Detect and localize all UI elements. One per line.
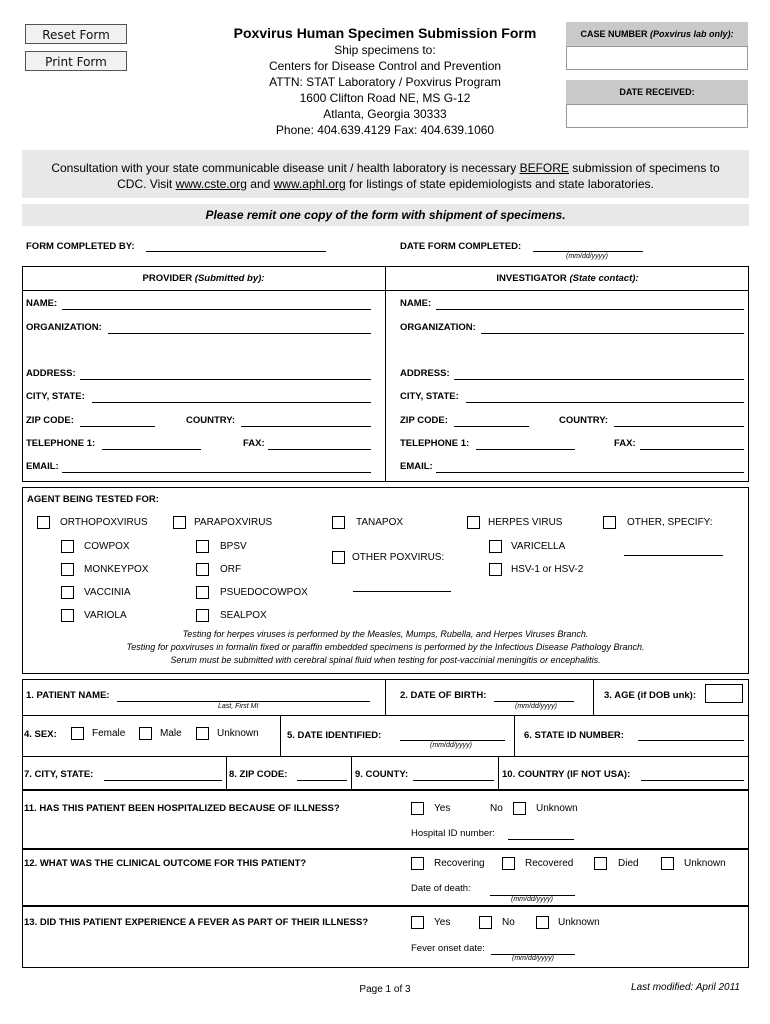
form-title: Poxvirus Human Specimen Submission Form bbox=[233, 25, 537, 41]
age-label: 3. AGE (if DOB unk): bbox=[604, 690, 697, 701]
cell-divider bbox=[280, 715, 281, 756]
address-line: Atlanta, Georgia 30333 bbox=[323, 107, 447, 121]
cste-link[interactable]: www.cste.org bbox=[175, 177, 247, 191]
row-divider bbox=[22, 715, 749, 716]
date-identified-field[interactable] bbox=[400, 728, 505, 741]
investigator-fax-label: FAX: bbox=[614, 438, 636, 449]
other-poxvirus-field[interactable] bbox=[353, 579, 451, 592]
vaccinia-label: VACCINIA bbox=[84, 587, 131, 598]
county-field[interactable] bbox=[413, 768, 494, 781]
page-number: Page 1 of 3 bbox=[359, 984, 411, 995]
hospitalized-question: 11. HAS THIS PATIENT BEEN HOSPITALIZED BECAUSE OF ILLNESS? bbox=[24, 803, 340, 814]
provider-country-field[interactable] bbox=[241, 414, 371, 427]
investigator-city-state-field[interactable] bbox=[466, 390, 744, 403]
city-state-label: 7. CITY, STATE: bbox=[24, 769, 94, 780]
parapoxvirus-checkbox[interactable] bbox=[173, 516, 186, 529]
date-identified-label: 5. DATE IDENTIFIED: bbox=[287, 730, 382, 741]
column-divider bbox=[385, 266, 386, 482]
consult-text: and bbox=[246, 177, 274, 191]
investigator-email-label: EMAIL: bbox=[400, 461, 433, 472]
consult-before: BEFORE bbox=[519, 161, 569, 175]
female-checkbox[interactable] bbox=[71, 727, 84, 740]
case-number-field[interactable] bbox=[566, 46, 748, 70]
county-label: 9. COUNTY: bbox=[355, 769, 409, 780]
age-field[interactable] bbox=[705, 684, 743, 703]
sex-unknown-checkbox[interactable] bbox=[196, 727, 209, 740]
address-line: Centers for Disease Control and Prevention bbox=[268, 59, 502, 73]
provider-zip-label: ZIP CODE: bbox=[26, 415, 74, 426]
form-completed-by-label: FORM COMPLETED BY: bbox=[26, 241, 135, 252]
investigator-name-label: NAME: bbox=[400, 298, 432, 309]
fever-yes-label: Yes bbox=[434, 917, 451, 928]
sex-unknown-label: Unknown bbox=[217, 728, 259, 739]
fever-no-label: No bbox=[502, 917, 515, 928]
cell-divider bbox=[226, 756, 227, 790]
address-line: ATTN: STAT Laboratory / Poxvirus Program bbox=[269, 75, 501, 89]
investigator-zip-label: ZIP CODE: bbox=[400, 415, 448, 426]
outcome-unknown-checkbox[interactable] bbox=[661, 857, 674, 870]
date-of-death-format-hint: (mm/dd/yyyy) bbox=[511, 896, 553, 903]
date-of-death-label: Date of death: bbox=[411, 883, 471, 894]
hospital-id-label: Hospital ID number: bbox=[411, 828, 495, 839]
other-poxvirus-checkbox[interactable] bbox=[332, 551, 345, 564]
agent-note: Serum must be submitted with cerebral spinal fluid when testing for post-vaccinial meningitis or encephalitis. bbox=[170, 655, 601, 665]
form-completed-by-field[interactable] bbox=[146, 239, 326, 252]
provider-header-note: (Submitted by): bbox=[194, 273, 265, 284]
state-id-label: 6. STATE ID NUMBER: bbox=[524, 730, 624, 741]
male-label: Male bbox=[160, 728, 182, 739]
date-form-completed-field[interactable] bbox=[533, 239, 643, 252]
dob-format-hint: (mm/dd/yyyy) bbox=[515, 703, 557, 710]
date-identified-format-hint: (mm/dd/yyyy) bbox=[430, 742, 472, 749]
agent-note: Testing for poxviruses in formalin fixed or paraffin embedded specimens is performed by the Infectious Disease Pathology Branch. bbox=[126, 642, 645, 652]
vaccinia-checkbox[interactable] bbox=[61, 586, 74, 599]
male-checkbox[interactable] bbox=[139, 727, 152, 740]
cell-divider bbox=[514, 715, 515, 756]
cell-divider bbox=[593, 679, 594, 715]
provider-organization-field[interactable] bbox=[108, 321, 371, 334]
provider-country-label: COUNTRY: bbox=[186, 415, 236, 426]
investigator-name-field[interactable] bbox=[436, 297, 744, 310]
variola-checkbox[interactable] bbox=[61, 609, 74, 622]
investigator-header-note: (State contact): bbox=[569, 273, 639, 284]
date-format-hint: (mm/dd/yyyy) bbox=[566, 253, 608, 260]
date-form-completed-label: DATE FORM COMPLETED: bbox=[400, 241, 522, 252]
consultation-banner bbox=[22, 150, 749, 198]
hospital-id-field[interactable] bbox=[508, 827, 574, 840]
address-line: Phone: 404.639.4129 Fax: 404.639.1060 bbox=[275, 123, 495, 137]
provider-city-state-label: CITY, STATE: bbox=[26, 391, 85, 402]
recovered-label: Recovered bbox=[525, 858, 574, 869]
date-received-field[interactable] bbox=[566, 104, 748, 128]
hsv-checkbox[interactable] bbox=[489, 563, 502, 576]
fever-unknown-label: Unknown bbox=[558, 917, 600, 928]
consult-text: for listings of state epidemiologists and state laboratories. bbox=[345, 177, 654, 191]
recovered-checkbox[interactable] bbox=[502, 857, 515, 870]
investigator-fax-field[interactable] bbox=[640, 437, 744, 450]
provider-name-label: NAME: bbox=[26, 298, 58, 309]
sealpox-label: SEALPOX bbox=[220, 610, 267, 621]
zip-field[interactable] bbox=[297, 768, 347, 781]
fever-onset-field[interactable] bbox=[491, 942, 575, 955]
consult-text: submission of specimens to bbox=[568, 161, 720, 175]
provider-organization-label: ORGANIZATION: bbox=[26, 322, 102, 333]
provider-address-label: ADDRESS: bbox=[26, 368, 76, 379]
provider-zip-field[interactable] bbox=[80, 414, 155, 427]
investigator-address-field[interactable] bbox=[454, 367, 744, 380]
hospitalized-section bbox=[22, 790, 749, 849]
cell-divider bbox=[498, 756, 499, 790]
hospitalized-no-checkbox[interactable] bbox=[513, 802, 526, 815]
agent-header: AGENT BEING TESTED FOR: bbox=[27, 494, 159, 505]
investigator-country-field[interactable] bbox=[614, 414, 744, 427]
investigator-address-label: ADDRESS: bbox=[400, 368, 450, 379]
hospitalized-unknown-label: Unknown bbox=[536, 803, 578, 814]
last-modified: Last modified: April 2011 bbox=[631, 982, 740, 993]
provider-header-label: PROVIDER bbox=[142, 273, 193, 284]
variola-label: VARIOLA bbox=[84, 610, 127, 621]
investigator-organization-field[interactable] bbox=[481, 321, 744, 334]
country-field[interactable] bbox=[641, 768, 744, 781]
hospitalized-yes-label: Yes bbox=[434, 803, 451, 814]
psuedocowpox-label: PSUEDOCOWPOX bbox=[220, 587, 308, 598]
investigator-organization-label: ORGANIZATION: bbox=[400, 322, 476, 333]
consult-text: Consultation with your state communicable disease unit / health laboratory is necessary bbox=[51, 161, 520, 175]
provider-address-field[interactable] bbox=[80, 367, 371, 380]
provider-telephone-label: TELEPHONE 1: bbox=[26, 438, 96, 449]
orf-label: ORF bbox=[220, 564, 242, 575]
patient-name-hint: Last, First MI bbox=[218, 703, 259, 710]
monkeypox-checkbox[interactable] bbox=[61, 563, 74, 576]
consult-text: CDC. Visit bbox=[117, 177, 176, 191]
other-specify-checkbox[interactable] bbox=[603, 516, 616, 529]
fever-onset-format-hint: (mm/dd/yyyy) bbox=[512, 955, 554, 962]
investigator-city-state-label: CITY, STATE: bbox=[400, 391, 459, 402]
shipping-address bbox=[220, 42, 550, 138]
outcome-question: 12. WHAT WAS THE CLINICAL OUTCOME FOR THIS PATIENT? bbox=[24, 858, 307, 869]
orthopoxvirus-label: ORTHOPOXVIRUS bbox=[60, 517, 148, 528]
investigator-telephone-label: TELEPHONE 1: bbox=[400, 438, 470, 449]
hospitalized-yes-checkbox[interactable] bbox=[411, 802, 424, 815]
hsv-label: HSV-1 or HSV-2 bbox=[511, 564, 584, 575]
date-of-death-field[interactable] bbox=[490, 883, 575, 896]
varicella-checkbox[interactable] bbox=[489, 540, 502, 553]
herpes-virus-checkbox[interactable] bbox=[467, 516, 480, 529]
hospitalized-no-label: No bbox=[490, 803, 503, 814]
provider-email-label: EMAIL: bbox=[26, 461, 59, 472]
date-received-label: DATE RECEIVED: bbox=[566, 80, 748, 104]
provider-header bbox=[22, 273, 385, 284]
case-number-note: (Poxvirus lab only): bbox=[650, 29, 734, 39]
country-label: 10. COUNTRY (IF NOT USA): bbox=[502, 769, 631, 780]
patient-name-field[interactable] bbox=[117, 689, 370, 702]
cell-divider bbox=[385, 679, 386, 715]
investigator-header bbox=[386, 273, 749, 284]
address-line: Ship specimens to: bbox=[334, 43, 436, 57]
state-id-field[interactable] bbox=[638, 728, 744, 741]
patient-name-label: 1. PATIENT NAME: bbox=[26, 690, 110, 701]
city-state-field[interactable] bbox=[104, 768, 222, 781]
fever-unknown-checkbox[interactable] bbox=[536, 916, 549, 929]
monkeypox-label: MONKEYPOX bbox=[84, 564, 149, 575]
section-divider bbox=[22, 290, 749, 291]
cowpox-label: COWPOX bbox=[84, 541, 130, 552]
cell-divider bbox=[351, 756, 352, 790]
bpsv-checkbox[interactable] bbox=[196, 540, 209, 553]
investigator-zip-field[interactable] bbox=[454, 414, 529, 427]
sex-label: 4. SEX: bbox=[24, 729, 57, 740]
recovering-checkbox[interactable] bbox=[411, 857, 424, 870]
print-form-button[interactable]: Print Form bbox=[25, 51, 127, 71]
aphl-link[interactable]: www.aphl.org bbox=[273, 177, 346, 191]
died-checkbox[interactable] bbox=[594, 857, 607, 870]
investigator-country-label: COUNTRY: bbox=[559, 415, 609, 426]
orf-checkbox[interactable] bbox=[196, 563, 209, 576]
fever-no-checkbox[interactable] bbox=[479, 916, 492, 929]
provider-name-field[interactable] bbox=[62, 297, 371, 310]
address-line: 1600 Clifton Road NE, MS G-12 bbox=[299, 91, 471, 105]
tanapox-label: TANAPOX bbox=[356, 517, 404, 528]
fever-yes-checkbox[interactable] bbox=[411, 916, 424, 929]
provider-fax-field[interactable] bbox=[268, 437, 371, 450]
sealpox-checkbox[interactable] bbox=[196, 609, 209, 622]
provider-fax-label: FAX: bbox=[243, 438, 265, 449]
psuedocowpox-checkbox[interactable] bbox=[196, 586, 209, 599]
remit-notice: Please remit one copy of the form with shipment of specimens. bbox=[22, 204, 749, 226]
case-number-label: CASE NUMBER bbox=[580, 29, 648, 39]
investigator-header-label: INVESTIGATOR bbox=[496, 273, 567, 284]
herpes-virus-label: HERPES VIRUS bbox=[488, 517, 563, 528]
provider-email-field[interactable] bbox=[62, 460, 371, 473]
other-specify-field[interactable] bbox=[624, 543, 723, 556]
dob-field[interactable] bbox=[494, 689, 574, 702]
reset-form-button[interactable]: Reset Form bbox=[25, 24, 127, 44]
agent-note: Testing for herpes viruses is performed by the Measles, Mumps, Rubella, and Herpes Viruses Branch. bbox=[182, 629, 589, 639]
zip-label: 8. ZIP CODE: bbox=[229, 769, 288, 780]
cowpox-checkbox[interactable] bbox=[61, 540, 74, 553]
died-label: Died bbox=[618, 858, 639, 869]
investigator-telephone-field[interactable] bbox=[476, 437, 575, 450]
orthopoxvirus-checkbox[interactable] bbox=[37, 516, 50, 529]
outcome-unknown-label: Unknown bbox=[684, 858, 726, 869]
other-specify-label: OTHER, SPECIFY: bbox=[627, 517, 713, 528]
row-divider bbox=[22, 756, 749, 757]
parapoxvirus-label: PARAPOXVIRUS bbox=[194, 517, 273, 528]
tanapox-checkbox[interactable] bbox=[332, 516, 345, 529]
varicella-label: VARICELLA bbox=[511, 541, 566, 552]
provider-telephone-field[interactable] bbox=[102, 437, 201, 450]
provider-city-state-field[interactable] bbox=[92, 390, 371, 403]
fever-onset-label: Fever onset date: bbox=[411, 943, 485, 954]
dob-label: 2. DATE OF BIRTH: bbox=[400, 690, 487, 701]
recovering-label: Recovering bbox=[434, 858, 485, 869]
agent-notes bbox=[22, 628, 749, 667]
female-label: Female bbox=[92, 728, 126, 739]
other-poxvirus-label: OTHER POXVIRUS: bbox=[352, 552, 445, 563]
fever-section bbox=[22, 906, 749, 968]
investigator-email-field[interactable] bbox=[436, 460, 744, 473]
case-number-header bbox=[566, 22, 748, 46]
fever-question: 13. DID THIS PATIENT EXPERIENCE A FEVER AS PART OF THEIR ILLNESS? bbox=[24, 917, 369, 928]
bpsv-label: BPSV bbox=[220, 541, 247, 552]
